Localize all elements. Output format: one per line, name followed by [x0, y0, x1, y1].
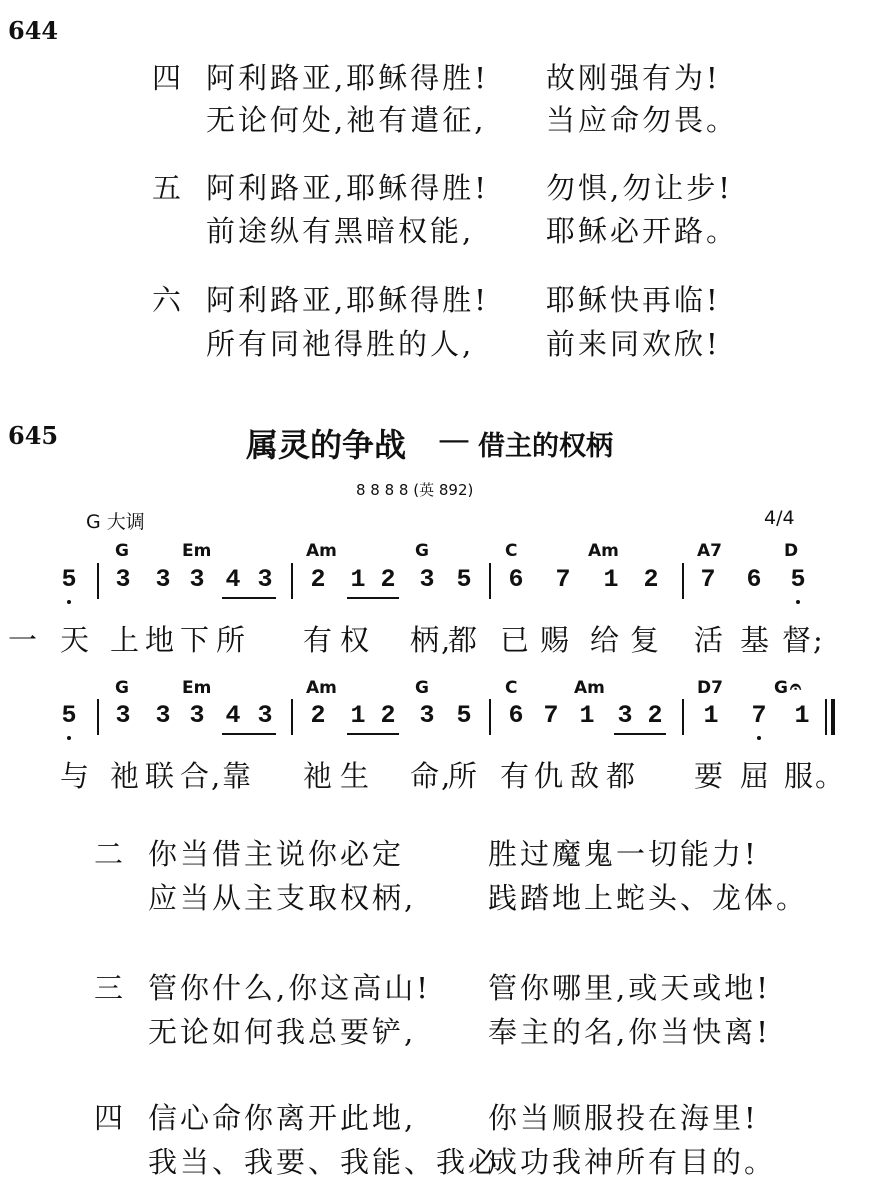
- barline: [97, 699, 99, 735]
- lyric-line: 应当从主支取权柄,: [148, 881, 417, 915]
- lyric-syllable: 祂: [110, 759, 142, 793]
- barline: [682, 563, 684, 599]
- chord: Am: [306, 541, 337, 561]
- lyric-syllable: 仇: [534, 759, 566, 793]
- note: 1: [794, 701, 810, 730]
- note: 7: [748, 701, 770, 730]
- lyric-syllable: 柄,: [410, 623, 453, 657]
- note: 3: [115, 701, 131, 730]
- lyric-line: 你当顺服投在海里!: [488, 1101, 759, 1135]
- note: 3: [257, 701, 273, 730]
- stanza-number: 五: [152, 171, 185, 205]
- beam: [347, 733, 399, 735]
- chord: G: [115, 678, 129, 698]
- barline: [489, 563, 491, 599]
- lyric-syllable: 所: [216, 623, 248, 657]
- note: 2: [310, 565, 326, 594]
- chord: Em: [182, 678, 212, 698]
- lyric-syllable: 命,: [410, 759, 453, 793]
- note: 4: [225, 701, 241, 730]
- lyric-line: 阿利路亚,耶稣得胜!: [206, 171, 489, 205]
- lyric-syllable: 敌: [570, 759, 602, 793]
- note: 2: [643, 565, 659, 594]
- lyric-syllable: 祂: [303, 759, 335, 793]
- lyric-syllable: 联: [145, 759, 177, 793]
- stanza-number: 四: [94, 1101, 127, 1135]
- hymn-number: 645: [8, 421, 59, 450]
- beam: [222, 733, 276, 735]
- lyric-line: 管你哪里,或天或地!: [488, 971, 771, 1005]
- final-barline: [831, 699, 835, 735]
- lyric-line: 胜过魔鬼一切能力!: [488, 837, 759, 871]
- note: 2: [380, 701, 396, 730]
- lyric-line: 耶稣快再临!: [546, 283, 721, 317]
- note: 6: [746, 565, 762, 594]
- chord: Am: [588, 541, 619, 561]
- chord: D7: [697, 678, 723, 698]
- chord: G: [415, 678, 429, 698]
- beam: [614, 733, 666, 735]
- note: 1: [350, 565, 366, 594]
- note: 6: [508, 701, 524, 730]
- chord: G: [774, 678, 788, 698]
- lyric-syllable: 所: [448, 759, 480, 793]
- chord: C: [505, 678, 518, 698]
- lyric-syllable: 下: [180, 623, 212, 657]
- note: 7: [543, 701, 559, 730]
- pickup-note: 5: [58, 565, 80, 594]
- chord: D: [784, 541, 799, 561]
- lyric-line: 无论如何我总要铲,: [148, 1015, 417, 1049]
- lyric-line: 阿利路亚,耶稣得胜!: [206, 283, 489, 317]
- lyric-syllable: 活: [694, 623, 726, 657]
- fermata-icon: 𝄐: [790, 674, 802, 698]
- lyric-syllable: 地: [145, 623, 177, 657]
- lyric-syllable: 一: [8, 623, 40, 657]
- note: 5: [456, 701, 472, 730]
- note: 2: [310, 701, 326, 730]
- hymn-subtitle: 借主的权柄: [478, 431, 613, 462]
- lyric-syllable: 合,: [180, 759, 223, 793]
- hymn-number: 644: [8, 16, 59, 45]
- barline: [97, 563, 99, 599]
- lyric-syllable: 都: [606, 759, 638, 793]
- note: 3: [155, 701, 171, 730]
- lyric-syllable: 已: [500, 623, 532, 657]
- hymn-title: 属灵的争战: [246, 426, 407, 464]
- stanza-number: 四: [152, 61, 185, 95]
- note: 2: [647, 701, 663, 730]
- lyric-syllable: 都: [448, 623, 480, 657]
- note: 3: [617, 701, 633, 730]
- lyric-syllable: 有: [303, 623, 335, 657]
- lyric-syllable: 督;: [782, 623, 825, 657]
- chord: A7: [697, 541, 722, 561]
- note: 7: [700, 565, 716, 594]
- lyric-syllable: 给: [590, 623, 622, 657]
- note: 3: [115, 565, 131, 594]
- lyric-line: 故刚强有为!: [546, 61, 721, 95]
- chord: G: [115, 541, 129, 561]
- stanza-number: 二: [94, 837, 127, 871]
- chord: Em: [182, 541, 212, 561]
- lyric-syllable: 生: [340, 759, 372, 793]
- note: 3: [257, 565, 273, 594]
- lyric-line: 信心命你离开此地,: [148, 1101, 417, 1135]
- key-signature: G 大调: [86, 511, 145, 533]
- lyric-line: 你当借主说你必定: [148, 837, 405, 871]
- lyric-syllable: 有: [500, 759, 532, 793]
- note: 1: [579, 701, 595, 730]
- lyric-syllable: 基: [740, 623, 772, 657]
- lyric-line: 我当、我要、我能、我必: [148, 1145, 501, 1179]
- note: 3: [419, 565, 435, 594]
- note: 7: [555, 565, 571, 594]
- barline: [489, 699, 491, 735]
- chord: G: [415, 541, 429, 561]
- note: 5: [787, 565, 809, 594]
- note: 5: [456, 565, 472, 594]
- barline: [291, 563, 293, 599]
- note: 1: [603, 565, 619, 594]
- lyric-line: 当应命勿畏。: [546, 103, 739, 137]
- note: 3: [189, 565, 205, 594]
- lyric-line: 成功我神所有目的。: [488, 1145, 777, 1179]
- note: 3: [155, 565, 171, 594]
- note: 1: [350, 701, 366, 730]
- chord: Am: [306, 678, 337, 698]
- note: 2: [380, 565, 396, 594]
- lyric-syllable: 天: [60, 623, 92, 657]
- stanza-number: 六: [152, 283, 185, 317]
- lyric-line: 无论何处,祂有遣征,: [206, 103, 487, 137]
- barline: [291, 699, 293, 735]
- lyric-line: 前来同欢欣!: [546, 327, 721, 361]
- lyric-syllable: 赐: [540, 623, 572, 657]
- lyric-syllable: 与: [60, 759, 92, 793]
- lyric-syllable: 要: [694, 759, 726, 793]
- note: 3: [419, 701, 435, 730]
- lyric-syllable: 权: [340, 623, 372, 657]
- lyric-line: 耶稣必开路。: [546, 214, 739, 248]
- lyric-line: 阿利路亚,耶稣得胜!: [206, 61, 489, 95]
- lyric-line: 所有同祂得胜的人,: [206, 327, 475, 361]
- lyric-syllable: 服。: [784, 759, 847, 793]
- lyric-syllable: 屈: [740, 759, 772, 793]
- barline: [825, 699, 827, 735]
- pickup-note: 5: [58, 701, 80, 730]
- barline: [682, 699, 684, 735]
- lyric-syllable: 靠: [222, 759, 254, 793]
- lyric-syllable: 复: [630, 623, 662, 657]
- note: 1: [703, 701, 719, 730]
- chord: Am: [574, 678, 605, 698]
- lyric-line: 奉主的名,你当快离!: [488, 1015, 771, 1049]
- lyric-syllable: 上: [110, 623, 142, 657]
- lyric-line: 前途纵有黑暗权能,: [206, 214, 475, 248]
- meter: 8 8 8 8 (英 892): [356, 481, 474, 499]
- lyric-line: 勿惧,勿让步!: [546, 171, 733, 205]
- title-dash: —: [438, 420, 470, 458]
- chord: C: [505, 541, 518, 561]
- note: 6: [508, 565, 524, 594]
- stanza-number: 三: [94, 971, 127, 1005]
- note: 4: [225, 565, 241, 594]
- lyric-line: 管你什么,你这高山!: [148, 971, 431, 1005]
- lyric-line: 践踏地上蛇头、龙体。: [488, 881, 809, 915]
- beam: [347, 597, 399, 599]
- time-signature: 4/4: [764, 507, 795, 529]
- note: 3: [189, 701, 205, 730]
- beam: [222, 597, 276, 599]
